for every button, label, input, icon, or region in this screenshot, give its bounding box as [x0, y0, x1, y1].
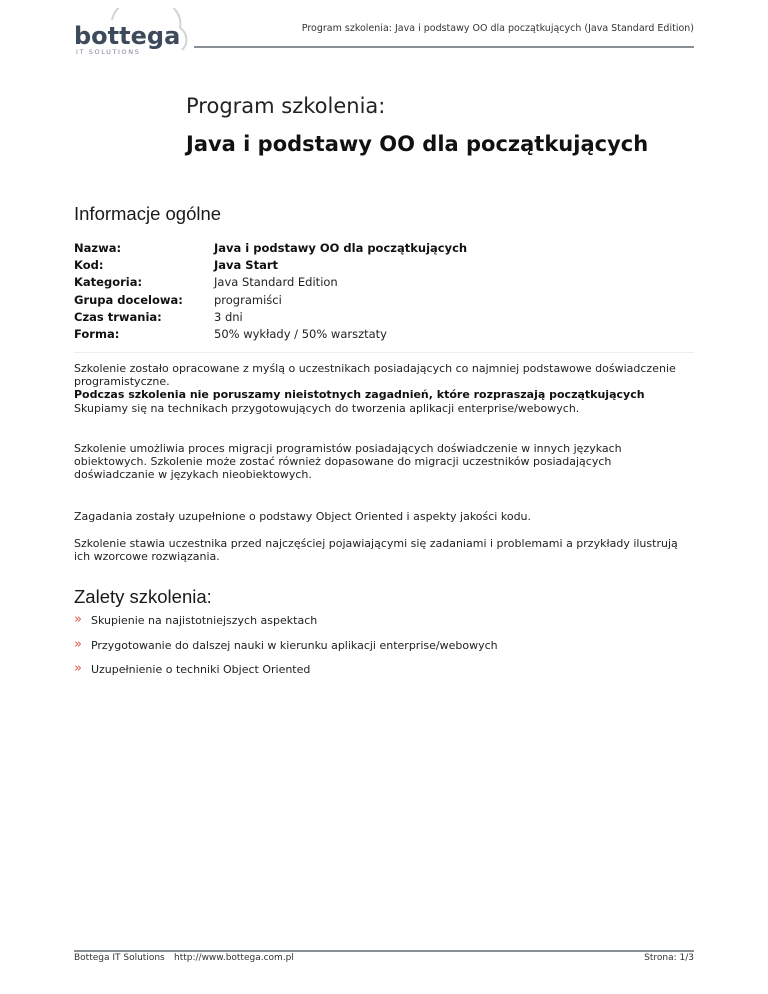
table-row	[74, 241, 467, 258]
table-row	[74, 275, 467, 292]
info-label: Kategoria:	[74, 275, 143, 290]
description-paragraph: Szkolenie umożliwia proces migracji programistów posiadających doświadczenie w innych językach obiektowych. Szkolenie może zostać również dopasowane do migracji uczestników posiadających doświadczanie w językach nieobiektowych.	[74, 442, 622, 482]
section-heading-benefits: Zalety szkolenia:	[74, 586, 212, 607]
info-value: programiści	[214, 292, 282, 307]
benefit-text: Przygotowanie do dalszej nauki w kierunku aplikacji enterprise/webowych	[90, 638, 498, 652]
table-row	[74, 293, 467, 310]
bullet-icon: »	[74, 636, 82, 652]
description-paragraph: Szkolenie stawia uczestnika przed najczęściej pojawiającymi się zadaniami i problemami a przykłady ilustrują ich wzorcowe rozwiązania.	[74, 537, 678, 564]
logo-subtitle: IT SOLUTIONS	[76, 48, 141, 56]
header-rule	[194, 46, 694, 48]
description-emphasis: Podczas szkolenia nie poruszamy nieistotnych zagadnień, które rozpraszają początkujących	[74, 388, 645, 402]
table-row	[74, 327, 467, 344]
table-row	[74, 310, 467, 327]
running-header: Program szkolenia: Java i podstawy OO dla początkujących (Java Standard Edition)	[301, 23, 694, 34]
footer-company: Bottega IT Solutions	[74, 953, 165, 963]
document-title: Java i podstawy OO dla początkujących	[186, 132, 649, 156]
info-label: Grupa docelowa:	[74, 292, 183, 307]
info-value: Java i podstawy OO dla początkujących	[214, 241, 468, 255]
list-item	[74, 614, 498, 639]
info-value: 3 dni	[214, 309, 243, 324]
section-heading-info: Informacje ogólne	[74, 203, 222, 224]
logo-wordmark: bottega	[74, 22, 181, 50]
document-title-prefix: Program szkolenia:	[186, 94, 386, 118]
footer-rule	[74, 950, 694, 952]
footer-url-link[interactable]: http://www.bottega.com.pl	[174, 953, 294, 963]
table-row	[74, 258, 467, 275]
description-text: Szkolenie zostało opracowane z myślą o uczestnikach posiadających co najmniej podstawowe doświadczenie programistyczne.	[74, 362, 676, 389]
info-value: 50% wykłady / 50% warsztaty	[214, 326, 387, 341]
bullet-icon: »	[74, 612, 82, 627]
info-label: Forma:	[74, 326, 120, 341]
section-divider	[74, 352, 694, 353]
description-paragraph: Zagadania zostały uzupełnione o podstawy Object Oriented i aspekty jakości kodu.	[74, 510, 532, 523]
list-item	[74, 636, 498, 664]
info-value: Java Start	[214, 258, 279, 273]
description-text: Skupiamy się na technikach przygotowujących do tworzenia aplikacji enterprise/webowych.	[74, 401, 580, 415]
benefits-list	[74, 614, 498, 688]
info-label: Czas trwania:	[74, 309, 162, 324]
footer-page-number: Strona: 1/3	[644, 953, 694, 963]
benefit-text: Uzupełnienie o techniki Object Oriented	[90, 663, 311, 676]
bullet-icon: »	[74, 661, 82, 676]
info-label: Kod:	[74, 258, 104, 273]
info-table	[74, 241, 467, 344]
info-label: Nazwa:	[74, 241, 122, 255]
list-item	[74, 663, 498, 688]
benefit-text: Skupienie na najistotniejszych aspektach	[90, 614, 318, 627]
description-paragraph	[74, 362, 694, 415]
info-value: Java Standard Edition	[214, 275, 338, 290]
bottega-logo	[72, 8, 192, 58]
